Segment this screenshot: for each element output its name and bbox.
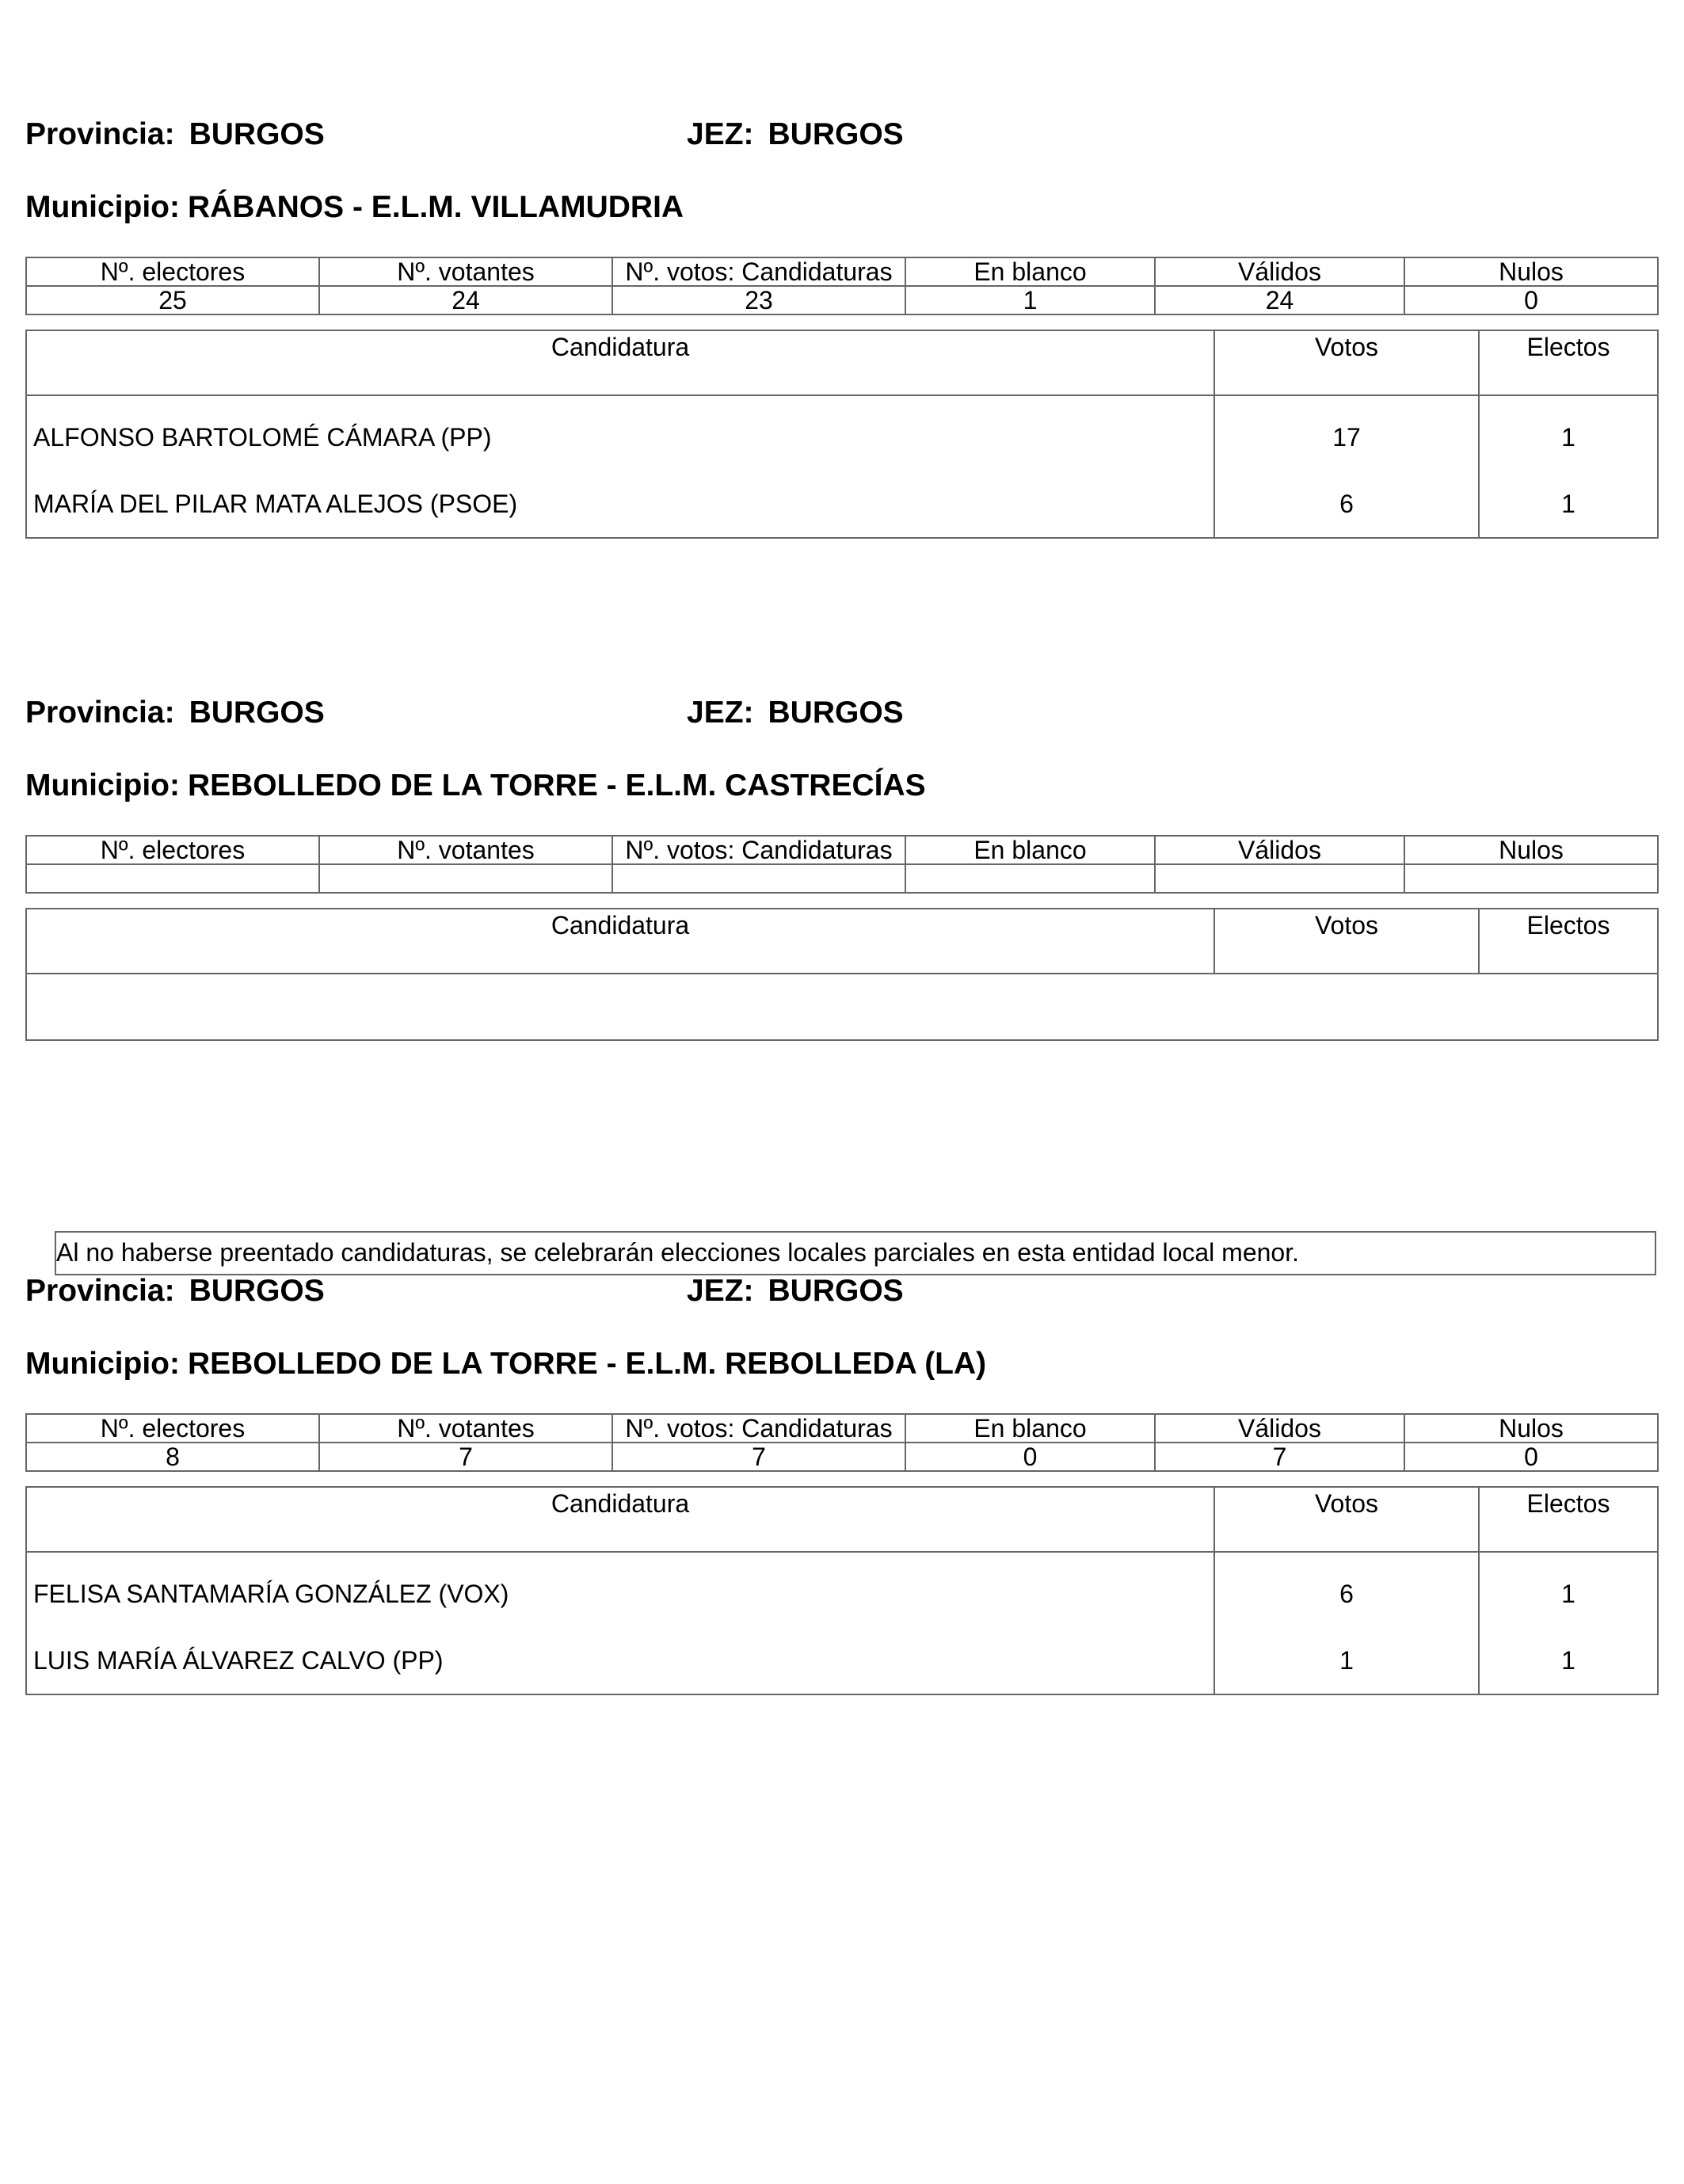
provincia-line: [25, 696, 325, 730]
note-box: Al no haberse preentado candidaturas, se celebrarán elecciones locales parciales en esta entidad local menor.: [55, 1231, 1656, 1275]
candidates-table: [25, 330, 1659, 539]
provincia-label: Provincia:: [25, 696, 175, 730]
stats-value-cell: 0: [1404, 286, 1658, 314]
provincia-line: [25, 1274, 325, 1309]
stats-header-cell: Nulos: [1404, 1414, 1658, 1443]
stats-header-cell: Nº. votos: Candidaturas: [612, 1414, 905, 1443]
votos-header: Votos: [1214, 330, 1479, 395]
stats-header-cell: Nº. votantes: [319, 836, 612, 864]
candidatura-header: Candidatura: [26, 330, 1214, 395]
stats-header-cell: Nº. votos: Candidaturas: [612, 257, 905, 286]
candidate-name: LUIS MARÍA ÁLVAREZ CALVO (PP): [33, 1645, 444, 1675]
candidate-votos: 6: [1214, 1552, 1479, 1627]
candidate-row: [26, 1552, 1658, 1627]
municipio-line: [25, 190, 684, 225]
provincia-value: BURGOS: [189, 696, 325, 730]
municipio-label: Municipio:: [25, 190, 180, 224]
stats-value-cell: 1: [905, 286, 1155, 314]
electos-header: Electos: [1479, 909, 1658, 974]
stats-header-cell: Nulos: [1404, 257, 1658, 286]
municipio-label: Municipio:: [25, 1347, 180, 1381]
stats-value-cell: 23: [612, 286, 905, 314]
provincia-label: Provincia:: [25, 117, 175, 151]
jez-label: JEZ:: [687, 696, 754, 730]
candidates-header-row: [26, 909, 1658, 974]
stats-value-cell: 8: [26, 1443, 319, 1471]
stats-value-row: [26, 864, 1658, 893]
electos-header: Electos: [1479, 1487, 1658, 1552]
stats-table: [25, 835, 1659, 894]
candidate-votos: 6: [1214, 471, 1479, 538]
candidates-table: [25, 908, 1659, 1041]
candidate-electos: 1: [1479, 1552, 1658, 1627]
candidate-electos: 1: [1479, 471, 1658, 538]
stats-header-cell: Válidos: [1155, 1414, 1404, 1443]
stats-value-row: [26, 286, 1658, 314]
stats-value-cell: [612, 864, 905, 893]
municipio-line: [25, 1347, 986, 1382]
municipio-value: REBOLLEDO DE LA TORRE - E.L.M. CASTRECÍAS: [187, 768, 926, 802]
jez-line: [687, 117, 904, 152]
stats-value-cell: [905, 864, 1155, 893]
stats-value-cell: 7: [319, 1443, 612, 1471]
candidatura-header: Candidatura: [26, 1487, 1214, 1552]
stats-value-cell: [1155, 864, 1404, 893]
stats-value-cell: 0: [905, 1443, 1155, 1471]
candidate-row: [26, 1627, 1658, 1694]
stats-header-cell: En blanco: [905, 836, 1155, 864]
stats-table: [25, 257, 1659, 315]
stats-header-cell: Nº. electores: [26, 836, 319, 864]
stats-header-cell: Nº. electores: [26, 1414, 319, 1443]
candidate-electos: 1: [1479, 395, 1658, 471]
municipio-label: Municipio:: [25, 768, 180, 802]
stats-table: [25, 1413, 1659, 1472]
votos-header: Votos: [1214, 909, 1479, 974]
stats-header-cell: Nº. electores: [26, 257, 319, 286]
stats-header-cell: Válidos: [1155, 257, 1404, 286]
stats-header-cell: Nº. votos: Candidaturas: [612, 836, 905, 864]
stats-header-cell: Nº. votantes: [319, 1414, 612, 1443]
stats-header-row: [26, 257, 1658, 286]
candidate-name: ALFONSO BARTOLOMÉ CÁMARA (PP): [33, 422, 492, 452]
stats-header-cell: Válidos: [1155, 836, 1404, 864]
stats-header-cell: En blanco: [905, 1414, 1155, 1443]
stats-header-cell: Nulos: [1404, 836, 1658, 864]
jez-line: [687, 696, 904, 730]
candidates-table: [25, 1486, 1659, 1695]
electos-header: Electos: [1479, 330, 1658, 395]
candidates-header-row: [26, 330, 1658, 395]
candidate-votos: 1: [1214, 1627, 1479, 1694]
stats-value-cell: 0: [1404, 1443, 1658, 1471]
stats-value-cell: 25: [26, 286, 319, 314]
provincia-line: [25, 117, 325, 152]
stats-value-cell: 24: [1155, 286, 1404, 314]
provincia-value: BURGOS: [189, 1274, 325, 1308]
jez-label: JEZ:: [687, 1274, 754, 1308]
municipio-line: [25, 768, 926, 803]
candidatura-header: Candidatura: [26, 909, 1214, 974]
stats-value-cell: 7: [1155, 1443, 1404, 1471]
stats-value-cell: [26, 864, 319, 893]
stats-header-row: [26, 1414, 1658, 1443]
candidate-name: MARÍA DEL PILAR MATA ALEJOS (PSOE): [33, 489, 518, 518]
jez-value: BURGOS: [768, 696, 904, 730]
stats-header-cell: Nº. votantes: [319, 257, 612, 286]
votos-header: Votos: [1214, 1487, 1479, 1552]
candidate-empty-row: [26, 974, 1658, 1040]
stats-value-row: [26, 1443, 1658, 1471]
stats-header-cell: En blanco: [905, 257, 1155, 286]
municipio-value: RÁBANOS - E.L.M. VILLAMUDRIA: [187, 190, 684, 224]
provincia-value: BURGOS: [189, 117, 325, 151]
jez-value: BURGOS: [768, 117, 904, 151]
candidate-votos: 17: [1214, 395, 1479, 471]
provincia-label: Provincia:: [25, 1274, 175, 1308]
stats-value-cell: [319, 864, 612, 893]
stats-header-row: [26, 836, 1658, 864]
candidate-name: FELISA SANTAMARÍA GONZÁLEZ (VOX): [33, 1579, 509, 1608]
jez-line: [687, 1274, 904, 1309]
jez-label: JEZ:: [687, 117, 754, 151]
stats-value-cell: 7: [612, 1443, 905, 1471]
stats-value-cell: 24: [319, 286, 612, 314]
candidate-row: [26, 471, 1658, 538]
candidate-row: [26, 395, 1658, 471]
jez-value: BURGOS: [768, 1274, 904, 1308]
candidate-empty-cell: [26, 974, 1658, 1040]
candidate-electos: 1: [1479, 1627, 1658, 1694]
stats-value-cell: [1404, 864, 1658, 893]
municipio-value: REBOLLEDO DE LA TORRE - E.L.M. REBOLLEDA (LA): [187, 1347, 987, 1381]
candidates-header-row: [26, 1487, 1658, 1552]
